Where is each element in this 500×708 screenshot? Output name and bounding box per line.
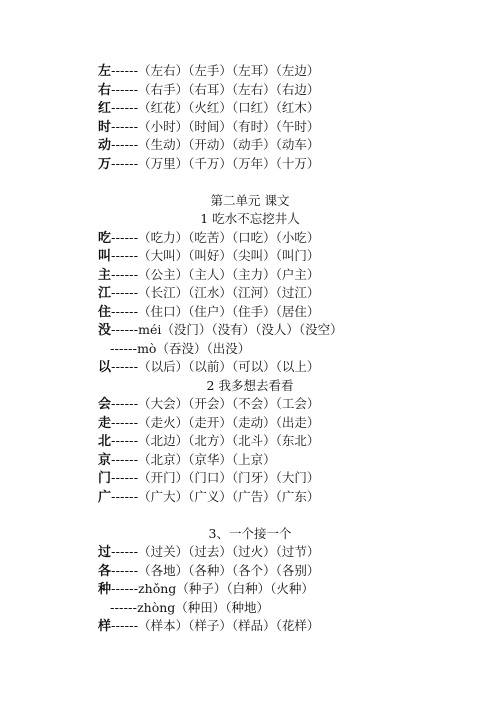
vocab-line: 动------（生动）（开动）（动手）（动车） (98, 137, 320, 153)
vocab-line: 吃------（吃力）（吃苦）（口吃）（小吃） (98, 230, 320, 246)
vocab-line: 会------（大会）（开会）（不会）（工会） (98, 396, 320, 412)
vocab-line: 门------（开门）（门口）（门牙）（大门） (98, 470, 320, 486)
pinyin: zhòng (137, 600, 176, 615)
vocab-line: 红------（红花）（火红）（口红）（红木） (98, 100, 320, 116)
vocab-line: 以------（以后）（以前）（可以）（以上） (98, 359, 320, 375)
vocab-line: ------mò（吞没）（出没） (110, 341, 251, 356)
vocab-line: 北------（北边）（北方）（北斗）（东北） (98, 433, 320, 449)
unit-title: 第二单元 课文 (210, 193, 290, 208)
vocab-line: 没------méi（没门）（没有）（没人）（没空） (98, 322, 343, 338)
pinyin: mò (137, 341, 157, 356)
vocab-line: 右------（右手）（右耳）（左右）（右边） (98, 82, 320, 98)
vocab-line: 走------（走火）（走开）（走动）（出走） (98, 415, 320, 431)
vocab-line: 广------（广大）（广义）（广告）（广东） (98, 489, 320, 505)
lesson-title: 1 吃水不忘挖井人 (200, 211, 300, 226)
lesson-title: 2 我多想去看看 (206, 378, 294, 393)
vocab-line: 各------（各地）（各种）（各个）（各别） (98, 563, 320, 579)
vocab-line: 过------（过关）（过去）（过火）（过节） (98, 544, 320, 560)
pinyin: méi (138, 322, 162, 337)
vocab-line: 左------（左右）（左手）（左耳）（左边） (98, 63, 320, 79)
vocab-line: 江------（长江）（江水）（江河）（过江） (98, 285, 320, 301)
pinyin: zhǒng (138, 581, 177, 596)
vocab-line: 京------（北京）（京华）（上京） (98, 452, 276, 468)
vocab-line: ------zhòng（种田）（种地） (110, 600, 270, 615)
lesson-title: 3、一个接一个 (208, 526, 292, 541)
vocab-line: 住------（住口）（住户）（住手）（居住） (98, 304, 320, 320)
vocab-line: 种------zhǒng（种子）（白种）（火种） (98, 581, 314, 597)
vocab-line: 主------（公主）（主人）（主力）（户主） (98, 267, 320, 283)
vocab-line: 叫------（大叫）（叫好）（尖叫）（叫门） (98, 248, 320, 264)
vocab-line: 时------（小时）（时间）（有时）（午时） (98, 119, 320, 135)
vocab-line: 样------（样本）（样子）（样品）（花样） (98, 618, 320, 634)
vocab-line: 万------（万里）（千万）（万年）（十万） (98, 156, 320, 172)
